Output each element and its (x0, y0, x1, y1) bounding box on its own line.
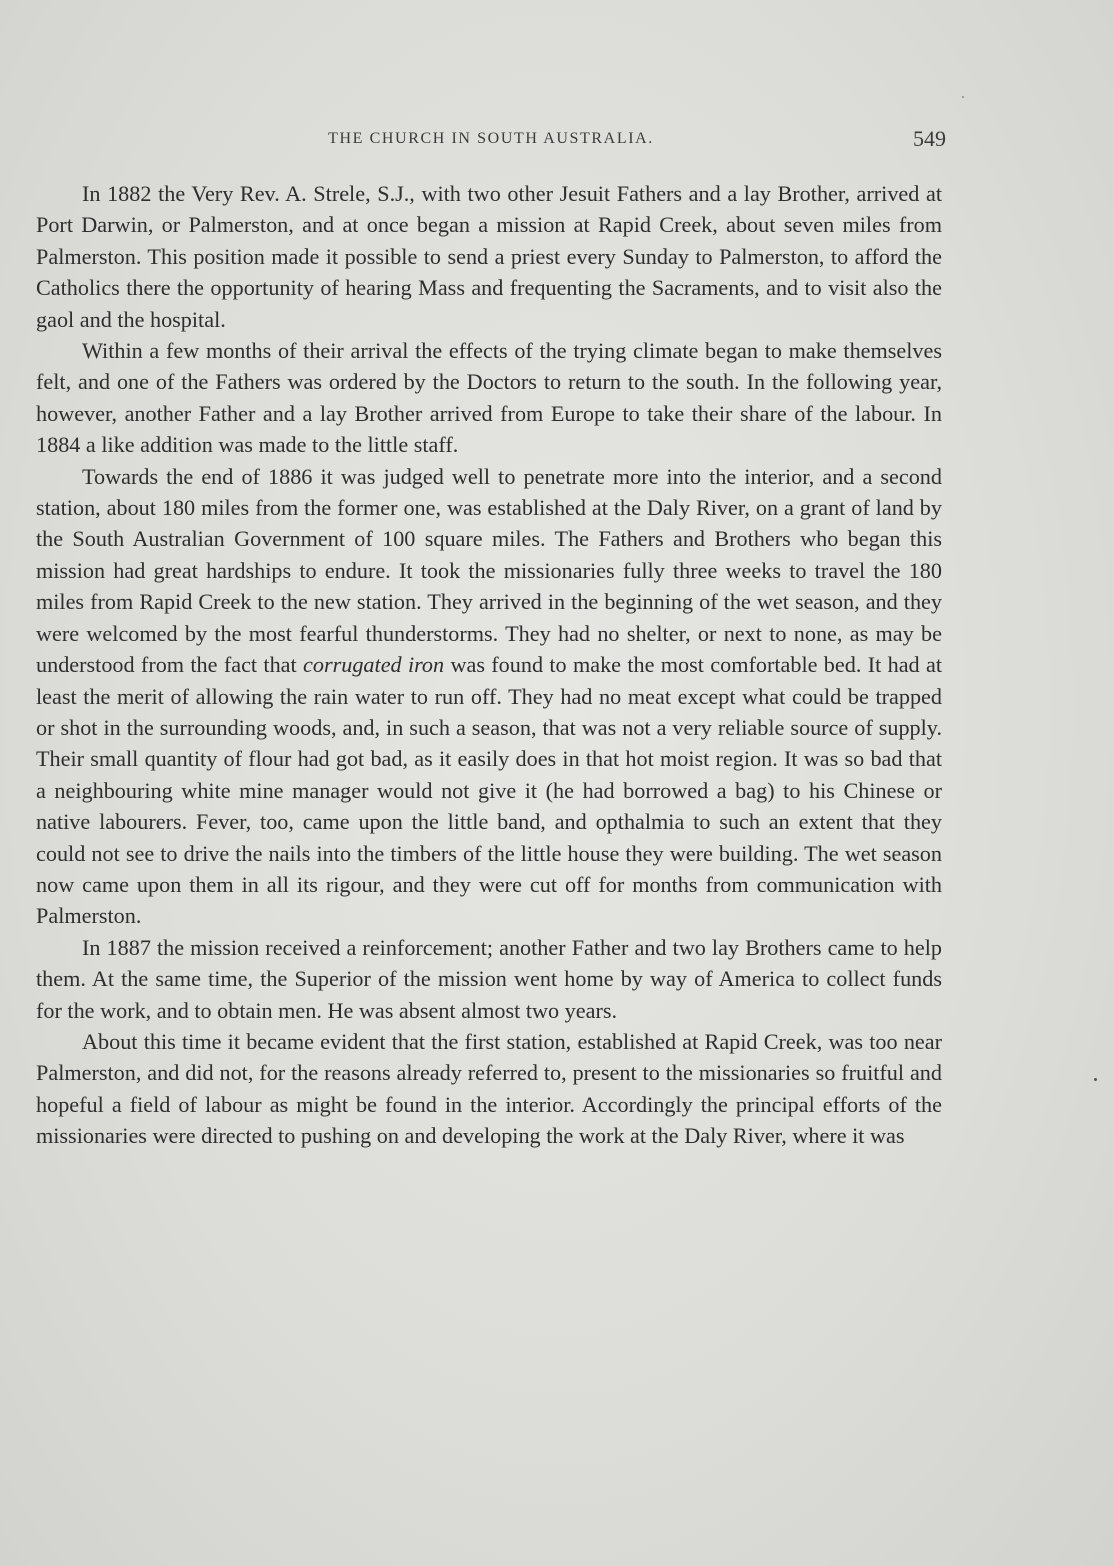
body-text (36, 178, 942, 1152)
paragraph-4: In 1887 the mission received a reinforcement; another Father and two lay Brothers came to help them. At the same time, the Superior of the mission went home by way of America to collect funds for the work, and to obtain men. He was absent almost two years. (36, 934, 942, 1023)
paragraph-3-part-2: was found to make the most comfortable bed. It had at least the merit of allowing the rain water to run off. They had no meat except what could be trapped or shot in the surrounding woods, and, in such a season, that was not a very reliable source of supply. Their small quantity of flour had got bad, as it easily does in that hot moist region. It was so bad that a neighbouring white mine manager would not give it (he had borrowed a bag) to his Chinese or native labourers. Fever, too, came upon the little band, and opthalmia to such an extent that they could not see to drive the nails into the timbers of the little house they were building. The wet season now came upon them in all its rigour, and they were cut off for months from communication with Palmerston. (36, 652, 942, 929)
page-number: 549 (913, 126, 946, 151)
paragraph-1: In 1882 the Very Rev. A. Strele, S.J., with two other Jesuit Fathers and a lay Brother, arrived at Port Darwin, or Palmerston, and at once began a mission at Rapid Creek, about seven miles from Palmerston. This position made it possible to send a priest every Sunday to Palmerston, to afford the Catholics there the opportunity of hearing Mass and frequenting the Sacraments, and to visit also the gaol and the hospital. (36, 181, 942, 332)
paper-speck (962, 96, 964, 98)
paper-speck (1094, 1078, 1097, 1081)
paragraph-5: About this time it became evident that the first station, established at Rapid Creek, was too near Palmerston, and did not, for the reasons already referred to, present to the missionaries so fruitful and hopeful a field of labour as might be found in the interior. Accordingly the principal efforts of the missionaries were directed to pushing on and developing the work at the Daly River, where it was (36, 1028, 942, 1149)
paragraph-3 (36, 461, 942, 932)
running-head (36, 128, 946, 156)
paragraph-2: Within a few months of their arrival the effects of the trying climate began to make themselves felt, and one of the Fathers was ordered by the Doctors to return to the south. In the following year, however, another Father and a lay Brother arrived from Europe to take their share of the labour. In 1884 a like addition was made to the little staff. (36, 338, 942, 458)
paragraph-3-italic: corrugated iron (303, 652, 445, 678)
paragraph-3-part-1: Towards the end of 1886 it was judged well to penetrate more into the interior, and a second station, about 180 miles from the former one, was established at the Daly River, on a grant of land by the South Australian Government of 100 square miles. The Fathers and Brothers who began this mission had great hardships to endure. It took the missionaries fully three weeks to travel the 180 miles from Rapid Creek to the new station. They arrived in the beginning of the wet season, and they were welcomed by the most fearful thunderstorms. They had no shelter, or next to none, as may be understood from the fact that (36, 463, 942, 678)
running-title: THE CHURCH IN SOUTH AUSTRALIA. (328, 130, 654, 147)
